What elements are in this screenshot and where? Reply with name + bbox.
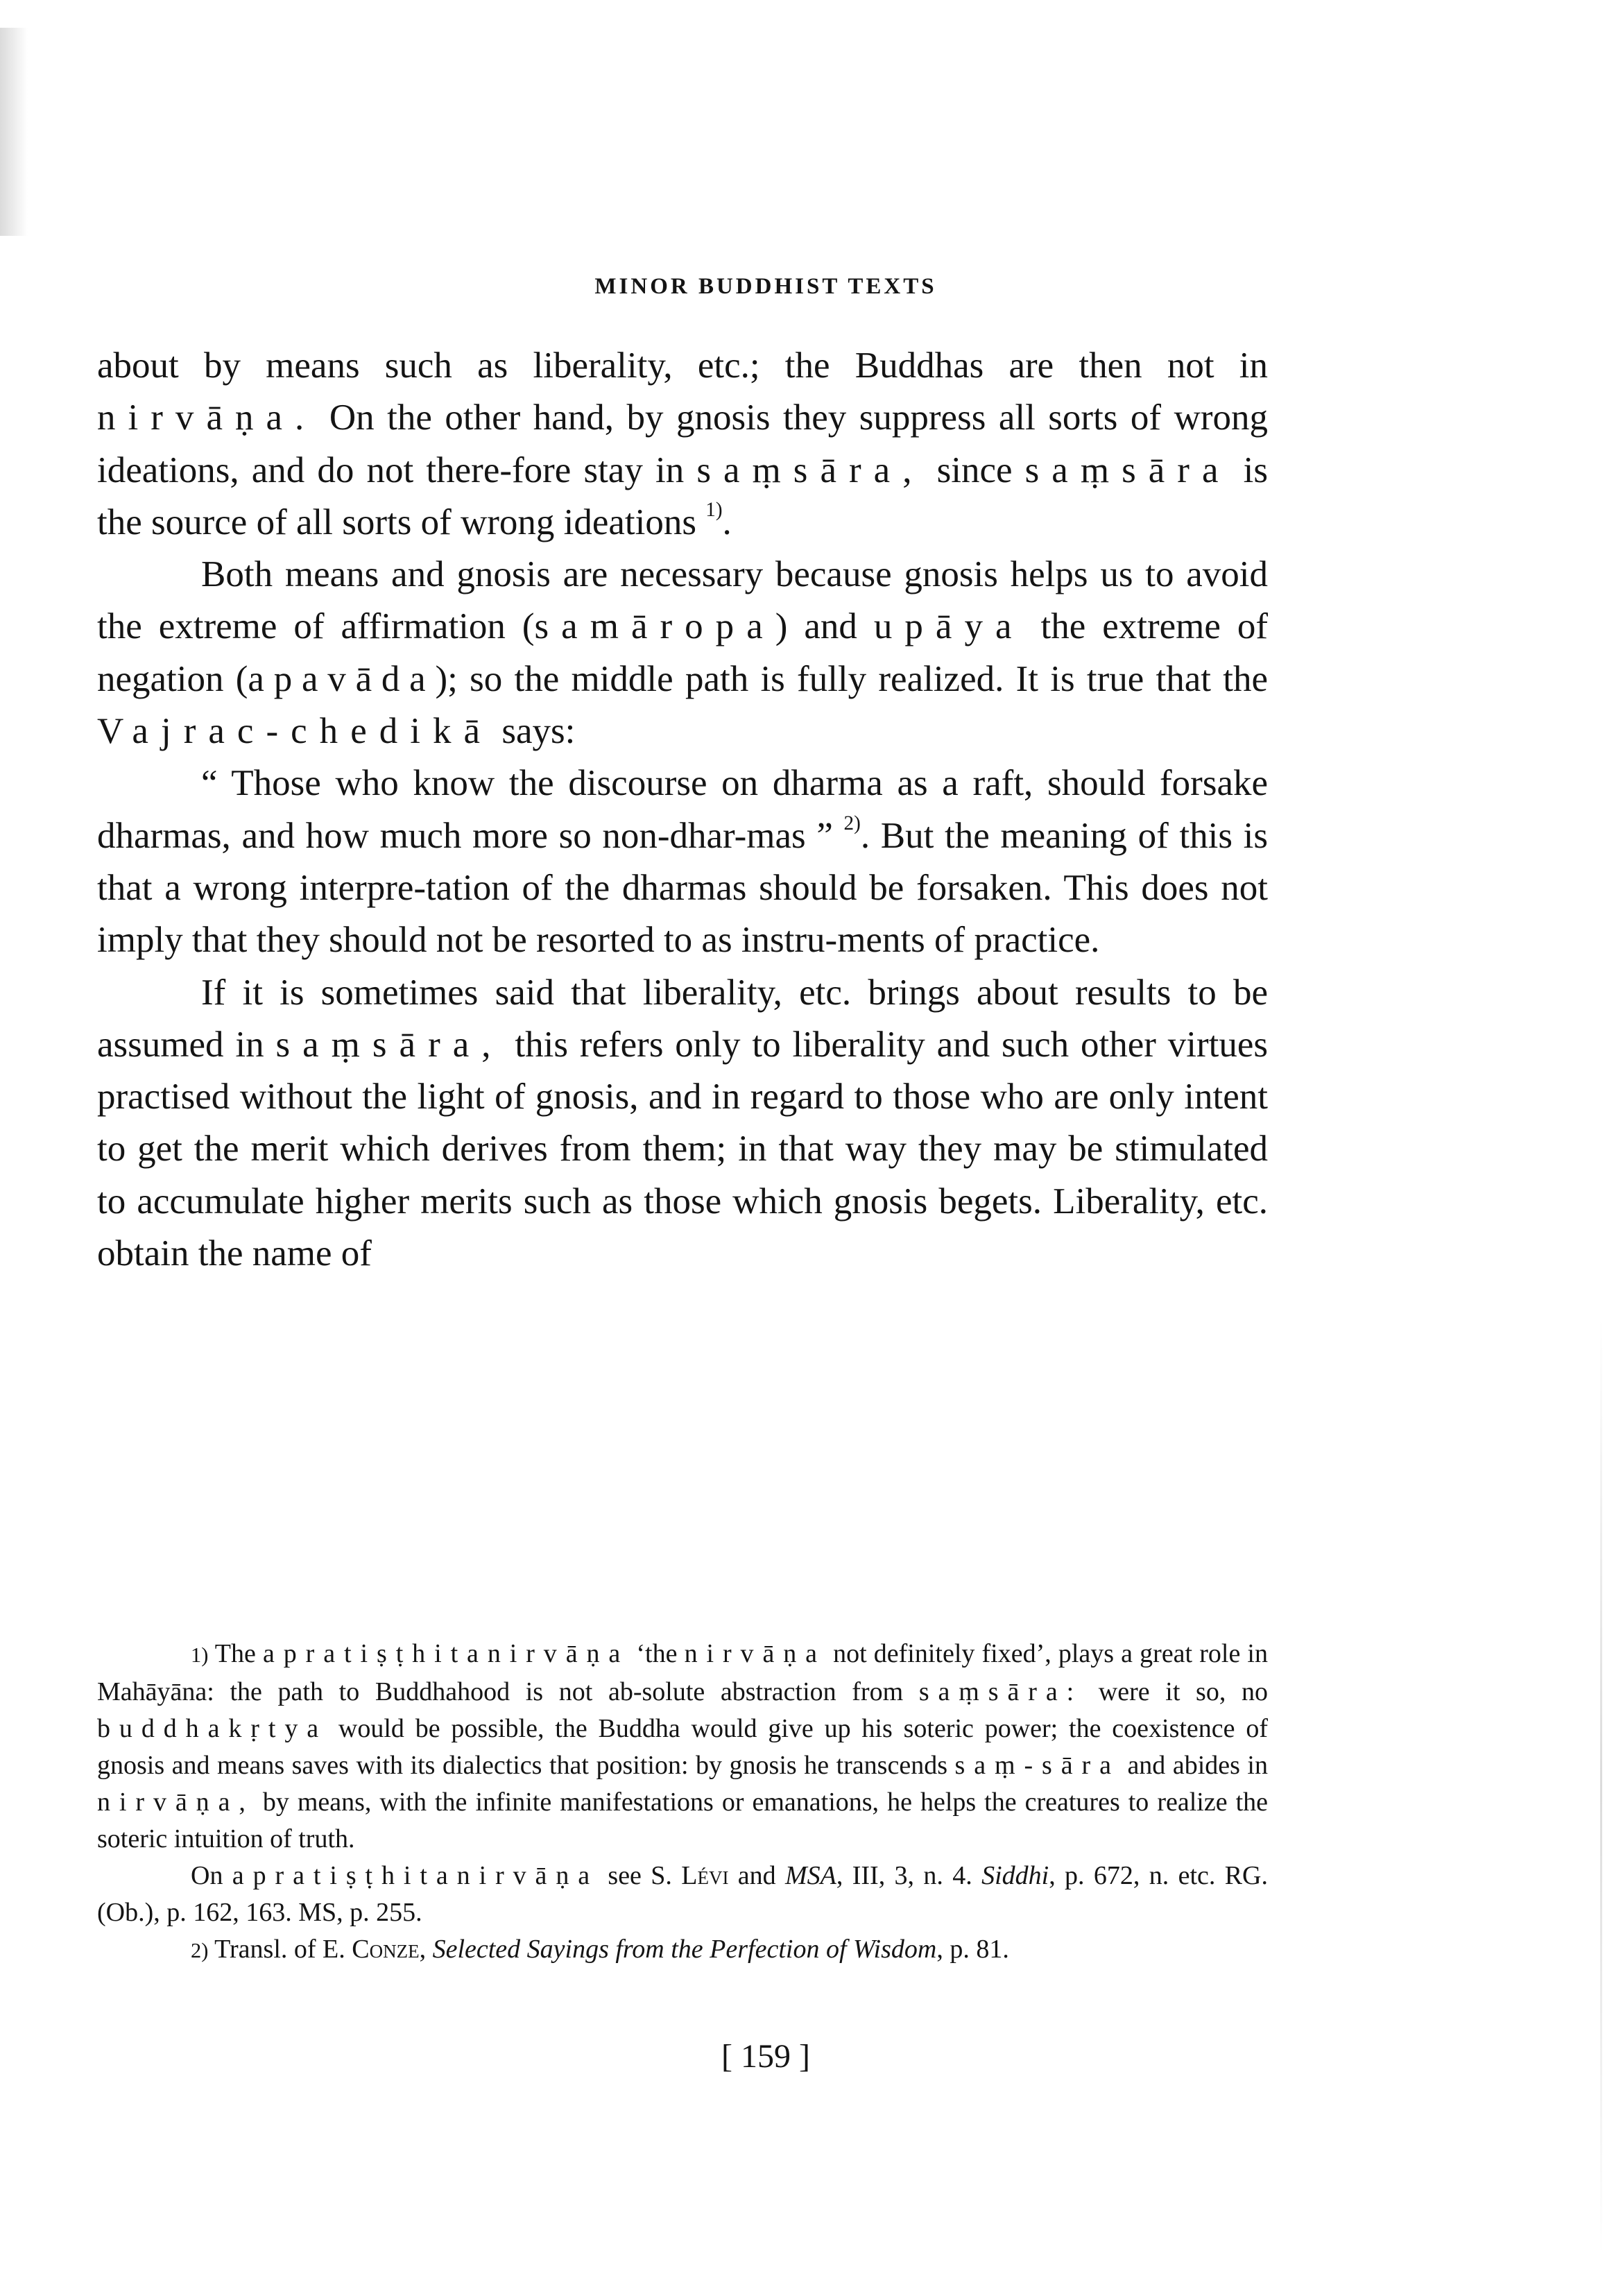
text-run: says: [492, 711, 576, 752]
sanskrit-term: nirvāṇa [684, 1639, 826, 1668]
text-run: , p. 81. [936, 1935, 1009, 1964]
running-head: MINOR BUDDHIST TEXTS [594, 274, 937, 299]
text-run: were it so, no [1083, 1677, 1269, 1706]
footnote-mark: 2) [191, 1939, 209, 1962]
sanskrit-term: apavāda [248, 658, 436, 699]
text-run: since [924, 449, 1025, 490]
text-run: see S. [599, 1861, 682, 1890]
text-run: , [419, 1935, 433, 1964]
work-title: Selected Sayings from the Perfection of Wisdom [432, 1935, 937, 1964]
text-run: about by means such as liberality, etc.; the Buddhas are then not in [97, 345, 1268, 386]
work-title: Siddhi [981, 1861, 1049, 1890]
text-run: not definitely fixed’, plays a great role in Mahāyāna: the path to Buddhahood is not ab-solute abstraction from [97, 1639, 1268, 1706]
text-run: by means, with the infinite manifestations or emanations, he helps the creatures to realize the soteric intuition of truth. [97, 1788, 1268, 1853]
sanskrit-term: nirvāṇa, [97, 1788, 255, 1817]
page-number: [ 159 ] [721, 2038, 810, 2075]
scan-edge-shadow [1600, 1318, 1602, 2254]
footnote-ref: 2) [843, 812, 861, 834]
text-run: Both means and gnosis are necessary because gnosis helps us to avoid the extreme of affirmation ( [97, 554, 1268, 647]
sanskrit-term: apratiṣṭhitanirvāṇa [232, 1861, 599, 1890]
sanskrit-term: saṃsāra, [696, 449, 925, 490]
footnote-1-continuation [97, 1858, 1268, 1931]
sanskrit-term: Vajrac-chedikā [97, 711, 493, 752]
text-run: “ Those who know the discourse on dharma as a raft, should forsake dharmas, and how much more so non-dhar-mas ” [97, 763, 1268, 856]
text-run: ); so the middle path is fully realized. It is true that the [435, 658, 1268, 699]
author-name: Conze [352, 1935, 420, 1964]
text-run: , III, 3, n. 4. [836, 1861, 982, 1890]
footnote-ref: 1) [705, 498, 723, 521]
text-run: . But the meaning of this is that a wrong interpre-tation of the dharmas should be forsaken. This does not imply that they should not be resorted to as instru-ments of practice. [97, 815, 1268, 961]
paragraph-2 [97, 549, 1268, 757]
text-run: this refers only to liberality and such other virtues practised without the light of gnosis, and in regard to those who are only intent to get the merit which derives from them; in that way they may be stimulated to accumulate higher merits such as those which gnosis begets. Liberality, etc. obtain the name of [97, 1024, 1268, 1274]
sanskrit-term: apratiṣṭhitanirvāṇa [262, 1639, 630, 1668]
sanskrit-term: nirvāṇa. [97, 397, 317, 438]
sanskrit-term: saṃsāra [1024, 449, 1231, 490]
text-run: is the source of all sorts of wrong ideations [97, 449, 1268, 542]
paragraph-1 [97, 340, 1268, 549]
paragraph-3 [97, 757, 1268, 966]
sanskrit-term: buddhakṛtya [97, 1714, 328, 1743]
text-run: ) and [775, 606, 874, 647]
sanskrit-term: upāya [873, 606, 1024, 647]
text-run: ‘the [629, 1639, 685, 1668]
text-run: would be possible, the Buddha would give up his soteric power; the coexistence of gnosis and means saves with its dialectics that position: by gnosis he transcends [97, 1714, 1268, 1780]
sanskrit-term: saṃsāra: [918, 1677, 1083, 1706]
text-run: the extreme of negation ( [97, 606, 1268, 699]
footnote-2 [97, 1931, 1268, 1969]
footnote-1 [97, 1636, 1268, 1858]
text-run: On [191, 1861, 232, 1890]
footnote-mark: 1) [191, 1643, 209, 1667]
text-run: If it is sometimes said that liberality, etc. brings about results to be assumed in [97, 972, 1268, 1065]
sanskrit-term: saṃ-sāra [954, 1751, 1120, 1780]
author-name: Lévi [681, 1861, 729, 1890]
text-run: The [208, 1639, 263, 1668]
work-title: MSA [785, 1861, 836, 1890]
text-run: Transl. of E. [208, 1935, 352, 1964]
text-run: and [728, 1861, 786, 1890]
scan-corner-shadow [0, 28, 28, 236]
text-run: On the other hand, by gnosis they suppress all sorts of wrong ideations, and do not there-fore stay in [97, 397, 1268, 490]
text-run: and abides in [1119, 1751, 1268, 1780]
sanskrit-term: samāropa [534, 606, 775, 647]
main-text [97, 340, 1268, 1280]
text-run: , p. 672, n. etc. RG. (Ob.), p. 162, 163. MS, p. 255. [97, 1861, 1268, 1927]
text-run: . [722, 502, 732, 542]
paragraph-4 [97, 967, 1268, 1280]
sanskrit-term: saṃsāra, [275, 1024, 504, 1065]
footnotes [97, 1636, 1268, 1969]
